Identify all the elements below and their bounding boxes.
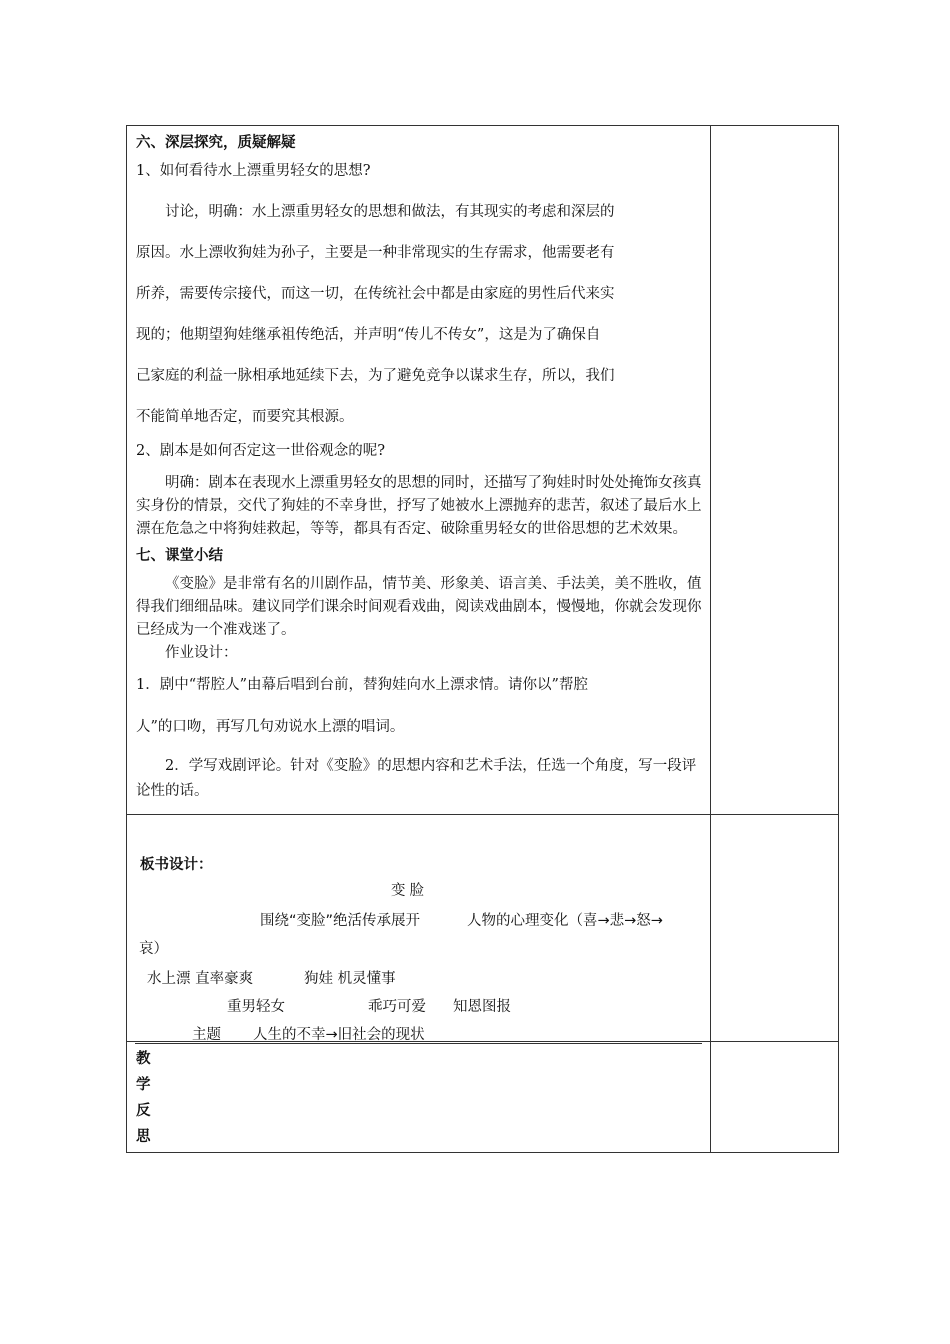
board-character-water: 水上漂 直率豪爽 (147, 971, 254, 987)
board-side-cell (711, 815, 839, 1042)
content-row (127, 126, 839, 815)
answer-1-line: 原因。水上漂收狗娃为孙子，主要是一种非常现实的生存需求，他需要老有 (136, 245, 615, 261)
board-title: 板书设计： (140, 857, 213, 873)
content-cell (127, 126, 711, 815)
reflection-cell (127, 1042, 711, 1153)
answer-1-line: 讨论，明确：水上漂重男轻女的思想和做法，有其现实的考虑和深层的 (165, 204, 615, 220)
homework-heading: 作业设计： (165, 645, 238, 661)
board-character-dog: 狗娃 机灵懂事 (304, 971, 396, 987)
notes-cell (711, 126, 839, 815)
board-row (127, 815, 839, 1042)
answer-1 (136, 192, 702, 438)
board-trait-rule: 重男轻女 (227, 999, 285, 1015)
board-mind-change: 人物的心理变化（喜→悲→怒→ (467, 913, 663, 929)
board-design (127, 815, 710, 1041)
board-theme-value: 人生的不幸→旧社会的现状 (253, 1027, 425, 1043)
section7-heading: 七、课堂小结 (136, 547, 223, 564)
board-cell (127, 815, 711, 1042)
reflection-label (127, 1042, 710, 1152)
reflection-side-cell (711, 1042, 839, 1153)
board-trait-grateful: 知恩图报 (453, 999, 511, 1015)
reflection-char: 学 (136, 1076, 151, 1093)
board-play-name: 变脸 (391, 883, 428, 899)
board-plot-line: 围绕“变脸”绝活传承展开 (260, 913, 421, 929)
section6-heading: 六、深层探究，质疑解疑 (136, 134, 296, 151)
board-underline (135, 1043, 702, 1044)
summary-text: 《变脸》是非常有名的川剧作品，情节美、形象美、语言美、手法美，美不胜收，值得我们细细品味。建议同学们课余时间观看戏曲，阅读戏曲剧本，慢慢地，你就会发现你已经成为一个准戏迷了。 (136, 576, 702, 638)
answer-1-line: 所养，需要传宗接代，而这一切，在传统社会中都是由家庭的男性后代来实 (136, 286, 615, 302)
board-trait-gentle: 乖巧可爱 (368, 999, 426, 1015)
reflection-row (127, 1042, 839, 1153)
reflection-char: 思 (136, 1128, 151, 1145)
homework-2: 2．学写戏剧评论。针对《变脸》的思想内容和艺术手法，任选一个角度，写一段评论性的话。 (136, 758, 697, 799)
reflection-char: 教 (136, 1050, 151, 1067)
homework-1-line: 人”的口吻，再写几句劝说水上漂的唱词。 (136, 719, 405, 735)
homework-1-line: 1．剧中“帮腔人”由幕后唱到台前，替狗娃向水上漂求情。请你以”帮腔 (136, 677, 588, 693)
lesson-plan-table (126, 125, 839, 1153)
answer-1-line: 不能简单地否定，而要究其根源。 (136, 409, 354, 425)
board-theme-label: 主题 (192, 1027, 221, 1043)
question-1: 1、如何看待水上漂重男轻女的思想? (136, 163, 371, 179)
board-mind-change-end: 哀） (139, 941, 168, 957)
answer-1-line: 现的；他期望狗娃继承祖传绝活，并声明“传儿不传女”，这是为了确保自 (136, 327, 601, 343)
question-2: 2、剧本是如何否定这一世俗观念的呢? (136, 443, 385, 459)
answer-2: 明确：剧本在表现水上漂重男轻女的思想的同时，还描写了狗娃时时处处掩饰女孩真实身份的情景，交代了狗娃的不幸身世，抒写了她被水上漂抛弃的悲苦，叙述了最后水上漂在危急之中将狗娃救起，等等，都具有否定、破除重男轻女的世俗思想的艺术效果。 (136, 475, 702, 537)
answer-1-line: 己家庭的利益一脉相承地延续下去，为了避免竞争以谋求生存，所以，我们 (136, 368, 615, 384)
reflection-char: 反 (136, 1102, 151, 1119)
